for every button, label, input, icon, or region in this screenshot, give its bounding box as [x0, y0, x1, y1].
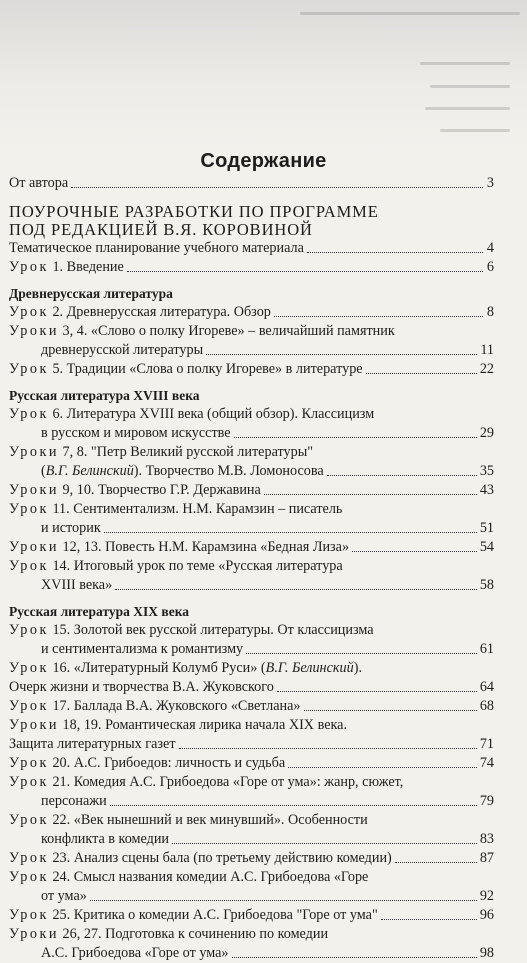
entry-text: 6. Литература XVIII века (общий обзор). Классицизм: [48, 406, 375, 422]
main-heading: [9, 203, 494, 239]
section-heading-old-russian: Древнерусская литература: [9, 286, 173, 301]
entry-text: 11. Сентиментализм. Н.М. Карамзин – писатель: [48, 501, 343, 517]
dot-leader: [110, 805, 477, 806]
lesson-label: Урок: [9, 501, 49, 517]
dot-leader: [115, 589, 477, 590]
dot-leader: [304, 710, 477, 711]
dot-leader: [307, 252, 483, 253]
main-heading-line-1: ПОУРОЧНЫЕ РАЗРАБОТКИ ПО ПРОГРАММЕ: [9, 202, 379, 221]
entry-text: 9, 10. Творчество Г.Р. Державина: [58, 482, 261, 498]
entry-text: 22. «Век нынешний и век минувший». Особенности: [48, 812, 368, 828]
table-of-contents: [9, 174, 494, 963]
toc-entry-lessons-7-8: [9, 443, 494, 462]
lesson-label: Урок: [9, 755, 49, 771]
page-number: 22: [479, 361, 494, 377]
toc-entry-lesson-20: [9, 754, 494, 773]
toc-entry-lesson-15-cont: [9, 640, 494, 659]
page-number: 6: [486, 259, 494, 275]
toc-entry-lesson-24-cont: [9, 887, 494, 906]
entry-text: 5. Традиции «Слова о полку Игореве» в литературе: [48, 361, 363, 377]
toc-entry-lesson-11-cont: [9, 519, 494, 538]
toc-entry-lessons-3-4-cont: [9, 341, 494, 360]
toc-entry-lesson-23: [9, 849, 494, 868]
entry-text-cont: от ума»: [41, 888, 87, 904]
toc-entry-lesson-14: [9, 557, 494, 576]
section-heading-xix: Русская литература XIX века: [9, 604, 190, 619]
page-number: 8: [486, 304, 494, 320]
entry-text: От автора: [9, 175, 69, 191]
toc-entry-lesson-16: [9, 659, 494, 678]
dot-leader: [90, 900, 477, 901]
page-number: 98: [479, 945, 494, 961]
entry-text: 1. Введение: [48, 259, 124, 275]
dot-leader: [288, 767, 477, 768]
lesson-label: Урок: [9, 361, 49, 377]
dot-leader: [395, 862, 477, 863]
entry-text-cont: конфликта в комедии: [41, 831, 170, 847]
lesson-label: Уроки: [9, 444, 59, 460]
entry-text: 3, 4. «Слово о полку Игореве» – величайший памятник: [58, 323, 395, 339]
entry-text: 16. «Литературный Колумб Руси» (: [48, 660, 266, 676]
lesson-label: Урок: [9, 774, 49, 790]
dot-leader: [232, 957, 477, 958]
entry-text: ).: [353, 660, 362, 676]
toc-entry-lesson-21: [9, 773, 494, 792]
entry-text-cont: в русском и мировом искусстве: [41, 425, 231, 441]
lesson-label: Урок: [9, 622, 49, 638]
dot-leader: [172, 843, 477, 844]
lesson-label: Урок: [9, 304, 49, 320]
lesson-label: Урок: [9, 259, 49, 275]
entry-text: 15. Золотой век русской литературы. От классицизма: [48, 622, 374, 638]
page-number: 87: [479, 850, 494, 866]
toc-entry-lesson-1: [9, 258, 494, 277]
entry-text-cont: Очерк жизни и творчества В.А. Жуковского: [9, 679, 274, 695]
page-number: 54: [479, 539, 494, 555]
lesson-label: Урок: [9, 812, 49, 828]
entry-text-cont: (: [41, 463, 46, 479]
toc-entry-lesson-11: [9, 500, 494, 519]
entry-text-cont: персонажи: [41, 793, 107, 809]
page-number: 68: [479, 698, 494, 714]
toc-entry-lessons-18-19-cont: [9, 735, 494, 754]
toc-entry-lessons-3-4: [9, 322, 494, 341]
entry-text: 18, 19. Романтическая лирика начала XIX века.: [58, 717, 348, 733]
toc-entry-lesson-22-cont: [9, 830, 494, 849]
dot-leader: [277, 691, 477, 692]
lesson-label: Уроки: [9, 717, 59, 733]
page-number: 96: [479, 907, 494, 923]
dot-leader: [327, 475, 477, 476]
page-number: 58: [479, 577, 494, 593]
toc-entry-lesson-6: [9, 405, 494, 424]
entry-text: 17. Баллада В.А. Жуковского «Светлана»: [48, 698, 301, 714]
lesson-label: Урок: [9, 558, 49, 574]
page-number: 51: [479, 520, 494, 536]
lesson-label: Уроки: [9, 539, 59, 555]
entry-text-cont: XVIII века»: [41, 577, 113, 593]
entry-text: 7, 8. "Петр Великий русской литературы": [58, 444, 314, 460]
toc-entry-lessons-18-19: [9, 716, 494, 735]
entry-text: 24. Смысл названия комедии А.С. Грибоедова «Горе: [48, 869, 369, 885]
dot-leader: [127, 271, 483, 272]
lesson-label: Урок: [9, 406, 49, 422]
lesson-label: Уроки: [9, 323, 59, 339]
lesson-label: Урок: [9, 869, 49, 885]
toc-entry-lesson-17: [9, 697, 494, 716]
page-number: 92: [479, 888, 494, 904]
dot-leader: [246, 653, 477, 654]
toc-entry-lessons-9-10: [9, 481, 494, 500]
critic-name: В.Г. Белинский: [265, 660, 354, 676]
dot-leader: [366, 373, 477, 374]
main-heading-line-2: ПОД РЕДАКЦИЕЙ В.Я. КОРОВИНОЙ: [9, 220, 313, 239]
critic-name: В.Г. Белинский: [45, 463, 134, 479]
page-number: 61: [479, 641, 494, 657]
toc-entry-lesson-14-cont: [9, 576, 494, 595]
lesson-label: Урок: [9, 698, 49, 714]
lesson-label: Урок: [9, 850, 49, 866]
dot-leader: [179, 748, 477, 749]
entry-text-cont: А.С. Грибоедова «Горе от ума»: [41, 945, 229, 961]
lesson-label: Уроки: [9, 482, 59, 498]
dot-leader: [381, 919, 477, 920]
toc-entry-lessons-7-8-cont: [9, 462, 494, 481]
section-heading-xviii: Русская литература XVIII века: [9, 388, 200, 403]
entry-text-cont: ). Творчество М.В. Ломоносова: [133, 463, 324, 479]
dot-leader: [234, 437, 477, 438]
toc-entry-lessons-26-27-cont: [9, 944, 494, 963]
lesson-label: Урок: [9, 660, 49, 676]
page-number: 35: [479, 463, 494, 479]
toc-entry-lesson-2: [9, 303, 494, 322]
entry-text: 25. Критика о комедии А.С. Грибоедова "Горе от ума": [48, 907, 378, 923]
page-number: 71: [479, 736, 494, 752]
entry-text: 12, 13. Повесть Н.М. Карамзина «Бедная Лиза»: [58, 539, 350, 555]
page-number: 11: [480, 342, 494, 358]
dot-leader: [352, 551, 477, 552]
lesson-label: Уроки: [9, 926, 59, 942]
dot-leader: [274, 316, 483, 317]
page-number: 83: [479, 831, 494, 847]
entry-text: 14. Итоговый урок по теме «Русская литература: [48, 558, 343, 574]
toc-entry-from-author: [9, 174, 494, 193]
page-number: 3: [486, 175, 494, 191]
page-title: Содержание: [200, 150, 327, 172]
dot-leader: [264, 494, 477, 495]
toc-entry-lesson-15: [9, 621, 494, 640]
page-number: 74: [479, 755, 494, 771]
entry-text: 20. А.С. Грибоедов: личность и судьба: [48, 755, 286, 771]
toc-entry-lesson-22: [9, 811, 494, 830]
entry-text: 21. Комедия А.С. Грибоедова «Горе от ума»: жанр, сюжет,: [48, 774, 404, 790]
toc-entry-lessons-26-27: [9, 925, 494, 944]
dot-leader: [71, 187, 483, 188]
bleed-through-area: [0, 0, 527, 150]
toc-entry-lesson-24: [9, 868, 494, 887]
page-number: 79: [479, 793, 494, 809]
entry-text: 26, 27. Подготовка к сочинению по комедии: [58, 926, 329, 942]
entry-text-cont: и историк: [41, 520, 101, 536]
entry-text: 23. Анализ сцены бала (по третьему действию комедии): [48, 850, 392, 866]
toc-entry-lesson-25: [9, 906, 494, 925]
toc-entry-lesson-21-cont: [9, 792, 494, 811]
page-number: 64: [479, 679, 494, 695]
toc-entry-lesson-6-cont: [9, 424, 494, 443]
lesson-label: Урок: [9, 907, 49, 923]
page-number: 43: [479, 482, 494, 498]
entry-text: 2. Древнерусская литература. Обзор: [48, 304, 271, 320]
toc-entry-lesson-16-cont: [9, 678, 494, 697]
toc-entry-planning: [9, 239, 494, 258]
entry-text: Тематическое планирование учебного материала: [9, 240, 304, 256]
page-number: 29: [479, 425, 494, 441]
entry-text-cont: и сентиментализма к романтизму: [41, 641, 244, 657]
toc-entry-lesson-5: [9, 360, 494, 379]
dot-leader: [104, 532, 477, 533]
toc-entry-lessons-12-13: [9, 538, 494, 557]
page-number: 4: [486, 240, 494, 256]
dot-leader: [206, 354, 477, 355]
entry-text-cont: древнерусской литературы: [41, 342, 204, 358]
entry-text-cont: Защита литературных газет: [9, 736, 176, 752]
